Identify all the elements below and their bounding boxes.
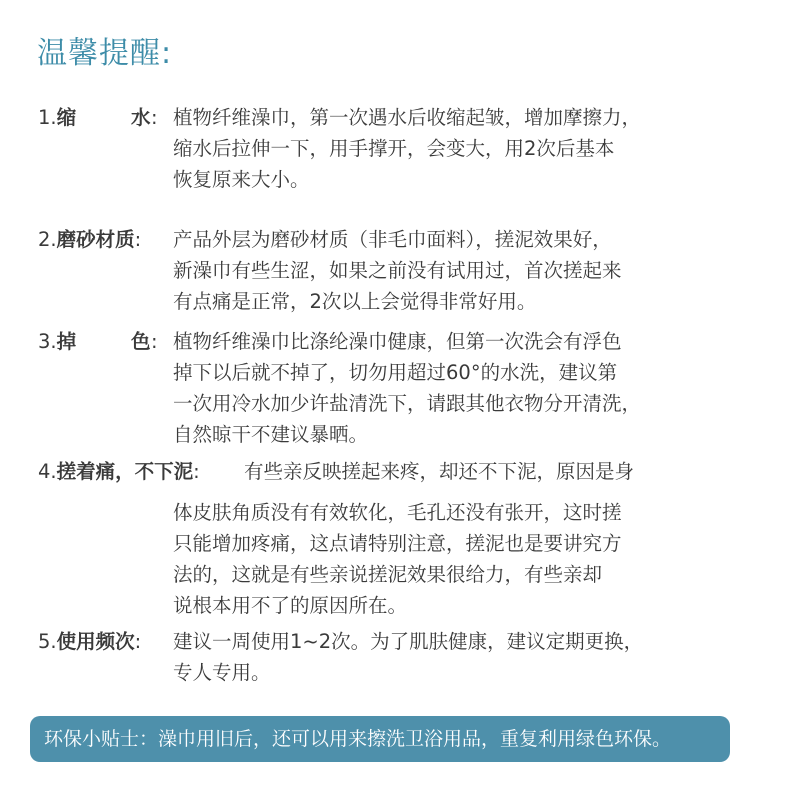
item-label [38, 626, 141, 657]
label-colon: : [151, 106, 158, 129]
item-number: 3. [38, 330, 57, 353]
label-colon: : [134, 228, 142, 251]
item-label [38, 102, 158, 133]
item-text-line: 有些亲反映搓起来疼，却还不下泥，原因是身 [244, 460, 635, 483]
item-text-line: 建议一周使用1~2次。为了肌肤健康，建议定期更换， [173, 630, 644, 653]
item-number: 5. [38, 630, 57, 653]
label-char-1: 缩 [56, 106, 77, 129]
item-text-line: 植物纤维澡巾，第一次遇水后收缩起皱，增加摩擦力， [173, 106, 642, 129]
item-label [38, 224, 141, 255]
item-text-line: 有点痛是正常，2次以上会觉得非常好用。 [173, 290, 537, 313]
item-label [38, 326, 158, 357]
page-title: 温馨提醒: [37, 36, 173, 71]
item-text-line: 产品外层为磨砂材质（非毛巾面料），搓泥效果好， [173, 228, 612, 251]
item-text-line: 缩水后拉伸一下，用手撑开，会变大，用2次后基本 [173, 137, 615, 160]
eco-tip-banner: 环保小贴士：澡巾用旧后，还可以用来擦洗卫浴用品，重复利用绿色环保。 [30, 716, 730, 762]
item-text-line: 说根本用不了的原因所在。 [173, 594, 408, 617]
item-text-line: 自然晾干不建议暴晒。 [173, 423, 369, 446]
item-label [38, 456, 200, 487]
item-number: 1. [38, 106, 57, 129]
item-text-line: 一次用冷水加少许盐清洗下，请跟其他衣物分开清洗， [173, 392, 642, 415]
item-number: 2. [38, 228, 57, 251]
label-text: 使用频次 [56, 630, 135, 653]
label-colon: : [193, 460, 200, 483]
label-char-2: 水 [131, 106, 151, 129]
item-text-line: 新澡巾有些生涩，如果之前没有试用过，首次搓起来 [173, 259, 622, 282]
item-number: 4. [38, 460, 57, 483]
item-text-line: 植物纤维澡巾比涤纶澡巾健康，但第一次洗会有浮色 [173, 330, 622, 353]
label-colon: : [134, 630, 142, 653]
label-text: 磨砂材质 [56, 228, 135, 251]
item-text-line: 恢复原来大小。 [173, 168, 310, 191]
item-text-line: 法的，这就是有些亲说搓泥效果很给力，有些亲却 [173, 563, 603, 586]
item-text-line: 掉下以后就不掉了，切勿用超过60°的水洗，建议第 [173, 361, 618, 384]
item-text-line: 只能增加疼痛，这点请特别注意，搓泥也是要讲究方 [173, 532, 622, 555]
label-char-1: 掉 [56, 330, 77, 353]
label-char-2: 色 [131, 330, 151, 353]
item-text-line: 体皮肤角质没有有效软化，毛孔还没有张开，这时搓 [173, 501, 622, 524]
label-text: 搓着痛，不下泥 [56, 460, 194, 483]
label-colon: : [151, 330, 158, 353]
item-text-line: 专人专用。 [173, 661, 271, 684]
